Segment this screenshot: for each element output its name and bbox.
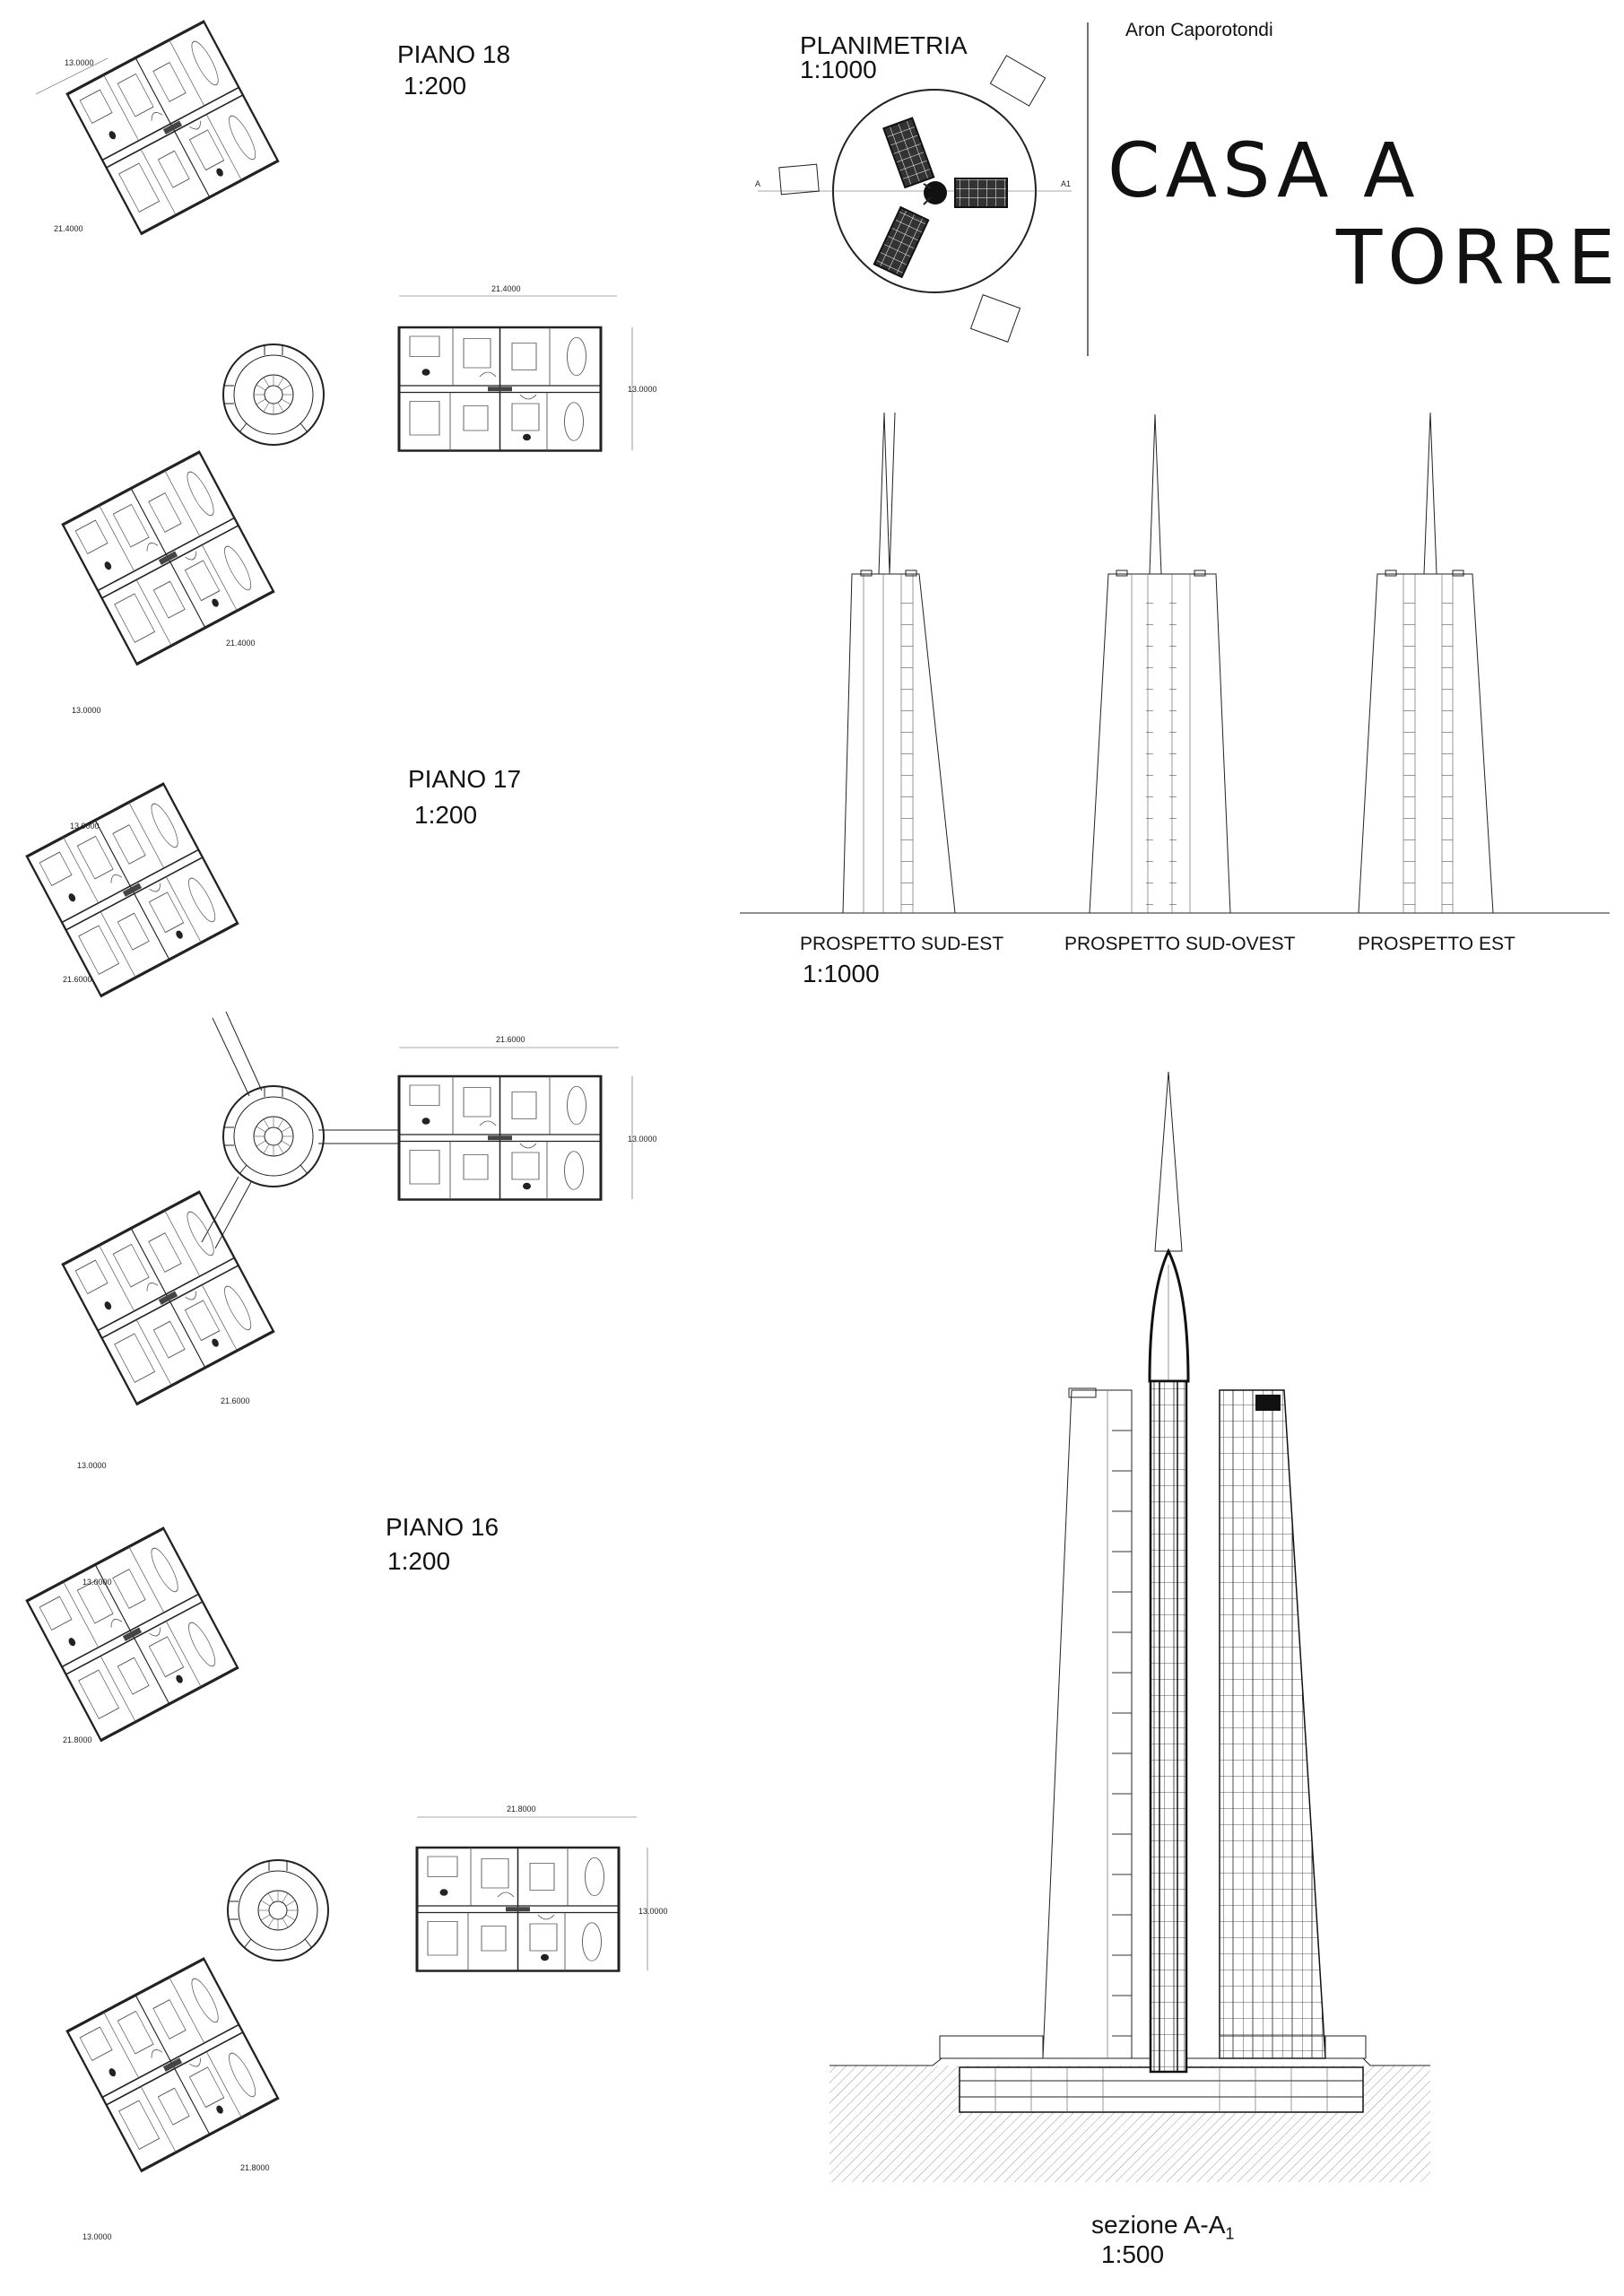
- title-line-2: TORRE: [1336, 213, 1621, 301]
- floor-17-dim-length-left: 21.6000: [63, 975, 92, 984]
- site-plan: [758, 56, 1072, 342]
- floor-17-dim-length-plan: 21.6000: [496, 1035, 525, 1044]
- elevation-est: [1359, 413, 1493, 913]
- floor-17-label: PIANO 17: [408, 765, 522, 793]
- floor-16-dim-width-lower: 13.0000: [83, 2232, 112, 2241]
- floor-18-dim-length-left: 21.4000: [54, 224, 83, 233]
- elevation-sud-ovest: [1090, 414, 1230, 913]
- site-plan-axis-start: A: [755, 179, 761, 188]
- site-plan-axis-end: A1: [1061, 179, 1072, 188]
- floor-18-dim-width-lower: 13.0000: [72, 706, 101, 715]
- section-drawing: [829, 1072, 1430, 2182]
- elevation-label-est: PROSPETTO EST: [1358, 934, 1515, 954]
- floor-16-dim-length-lower: 21.8000: [240, 2163, 270, 2172]
- floor-16-label: PIANO 16: [386, 1513, 499, 1541]
- elevations-scale: 1:1000: [803, 960, 880, 987]
- floor-18-scale: 1:200: [404, 72, 467, 100]
- floor-17-dim-width-lower: 13.0000: [77, 1461, 107, 1470]
- section-scale: 1:500: [1101, 2240, 1165, 2268]
- section-label: sezione $A-A_1$: [1091, 2211, 1235, 2243]
- planimetria-label: PLANIMETRIA: [800, 31, 968, 59]
- floor-18-dim-length-plan: 21.4000: [491, 284, 521, 293]
- floor-18-dim-width-top: 13.0000: [65, 58, 94, 67]
- floor-16-dim-length-left: 21.8000: [63, 1735, 92, 1744]
- floor-18-plan: [36, 22, 632, 664]
- elevation-label-sud-est: PROSPETTO SUD-EST: [800, 934, 1004, 954]
- floor-16-plan: [27, 1528, 647, 2170]
- elevation-label-sud-ovest: PROSPETTO SUD-OVEST: [1064, 934, 1296, 954]
- floor-18-dim-length-lower: 21.4000: [226, 639, 256, 648]
- floor-17-dim-width-top: 13.0000: [70, 822, 100, 831]
- floor-17-plan: [27, 784, 632, 1404]
- floor-16-dim-width-plan: 13.0000: [638, 1907, 668, 1916]
- author-name: Aron Caporotondi: [1125, 20, 1273, 40]
- floor-17-dim-width-plan: 13.0000: [628, 1135, 657, 1144]
- planimetria-scale: 1:1000: [800, 56, 877, 83]
- floor-16-dim-width-top: 13.0000: [83, 1578, 112, 1587]
- floor-17-scale: 1:200: [414, 801, 478, 829]
- title-line-1: CASA A: [1107, 126, 1420, 214]
- floor-16-scale: 1:200: [387, 1547, 451, 1575]
- floor-16-dim-length-plan: 21.8000: [507, 1805, 536, 1813]
- elevation-sud-est: [843, 413, 955, 913]
- floor-18-dim-width-plan: 13.0000: [628, 385, 657, 394]
- floor-17-dim-length-lower: 21.6000: [221, 1396, 250, 1405]
- floor-18-label: PIANO 18: [397, 40, 511, 68]
